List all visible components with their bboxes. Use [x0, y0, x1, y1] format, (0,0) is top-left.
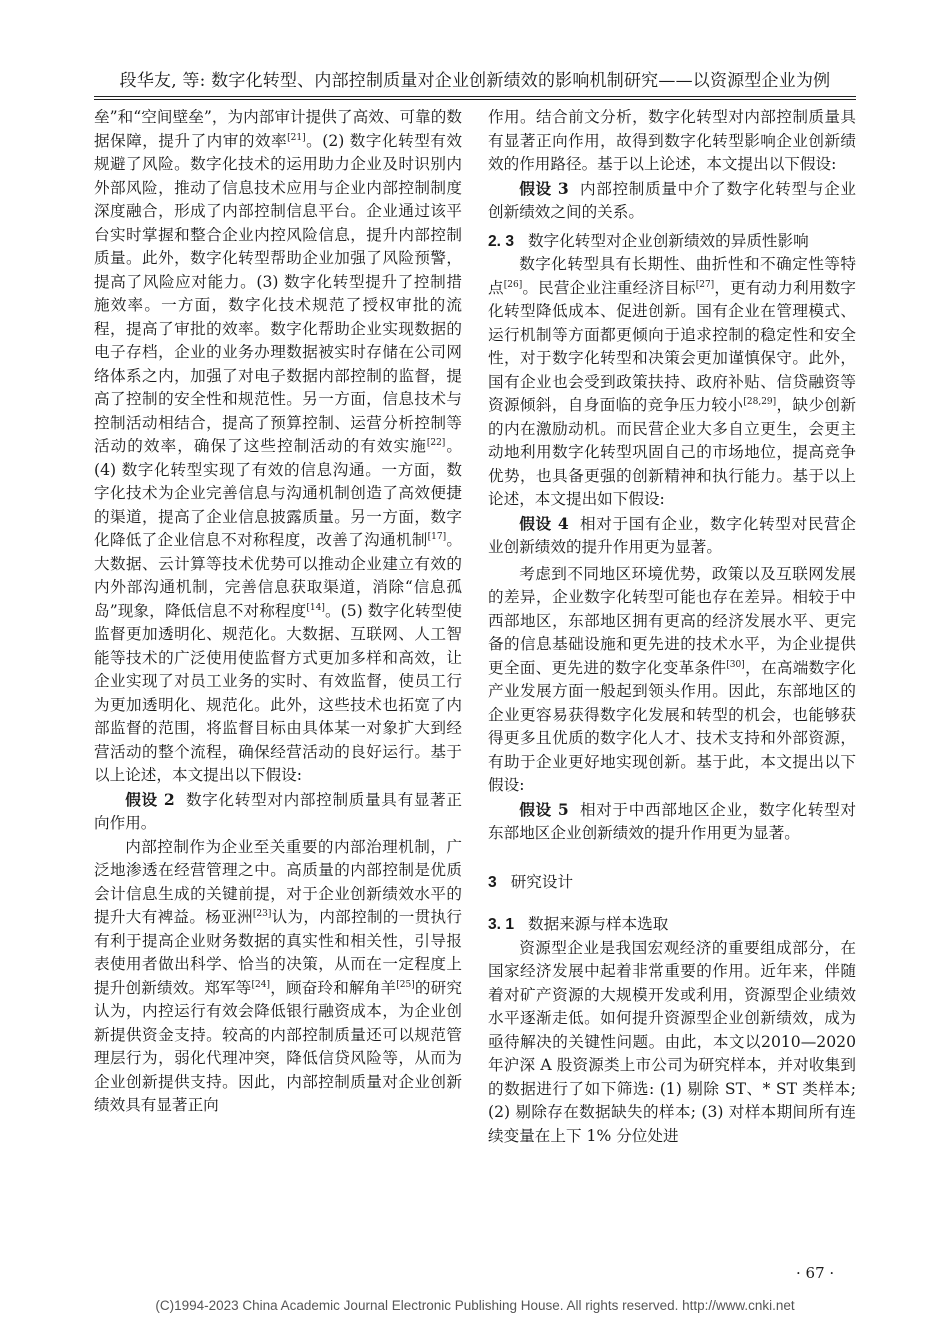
section-heading-2-3 — [488, 230, 856, 254]
hypothesis-5 — [488, 798, 856, 846]
right-column — [488, 106, 856, 1148]
section-number: 3 — [488, 873, 497, 891]
hypothesis-label: 假设 5 — [519, 799, 569, 819]
section-title: 数据来源与样本选取 — [528, 915, 669, 933]
citation-ref: [27] — [695, 279, 715, 290]
citation-ref: [28,29] — [743, 396, 777, 407]
left-column — [94, 106, 462, 1118]
body-paragraph: 数字化转型具有长期性、曲折性和不确定性等特点[26]。民营企业注重经济目标[27]，更有动力利用数字化转型降低成本、促进创新。国有企业在管理模式、运行机制等方面都更倾向于追求控制的稳定性和安全性，对于数字化转型和决策会更加谨慎保守。此外，国有企业也会受到政策扶持、政府补贴、信贷融资等资源倾斜，自身面临的竞争压力较小[28,29]，缺少创新的内在激励动机。而民营企业大多自立更生，会更主动地利用数字化转型巩固自己的市场地位，提高竞争优势，也具备更强的创新精神和执行能力。基于以上论述，本文提出如下假设: — [488, 255, 856, 508]
hypothesis-4 — [488, 512, 856, 560]
page-number: · 67 · — [796, 1264, 835, 1282]
citation-ref: [23] — [252, 908, 272, 919]
spacer — [488, 894, 856, 908]
header-rule — [94, 96, 856, 97]
hypothesis-label: 假设 4 — [519, 513, 569, 533]
hypothesis-2 — [94, 788, 462, 836]
citation-ref: [24] — [251, 979, 271, 990]
header-rule-thin — [94, 99, 856, 100]
hypothesis-text: 相对于中西部地区企业，数字化转型对东部地区企业创新绩效的提升作用更为显著。 — [488, 800, 856, 842]
body-paragraph: 资源型企业是我国宏观经济的重要组成部分，在国家经济发展中起着非常重要的作用。近年来，伴随着对矿产资源的大规模开发或利用，资源型企业绩效水平逐渐走低。如何提升资源型企业创新绩效，成为亟待解决的关键性问题。由此，本文以2010—2020 年沪深 A 股资源类上市公司为研究样本，并对收集到的数据进行了如下筛选: (1) 剔除 ST、* ST 类样本; (2) 剔除存在数据缺失的样本; (3) 对样本期间所有连续变量在上下 1% 分位处进 — [488, 938, 856, 1145]
citation-ref: [30] — [726, 659, 745, 670]
body-paragraph: 考虑到不同地区环境优势，政策以及互联网发展的差异，企业数字化转型可能也存在差异。相较于中西部地区，东部地区拥有更高的经济发展水平、更完备的信息基础设施和更先进的技术水平，为企业提供更全面、更先进的数字化变革条件[30]，在高端数字化产业发展方面一般起到领头作用。因此，东部地区的企业更容易获得数字化发展和转型的机会，也能够获得更多且优质的数字化人才、技术支持和外部资源，有助于企业更好地实现创新。基于此，本文提出以下假设: — [488, 564, 856, 794]
hypothesis-3 — [488, 177, 856, 225]
body-paragraph: 内部控制作为企业至关重要的内部治理机制，广泛地渗透在经营管理之中。高质量的内部控制是优质会计信息生成的关键前提，对于企业创新绩效水平的提升大有裨益。杨亚洲[23]认为，内部控制的一贯执行有利于提高企业财务数据的真实性和相关性，引导报表使用者做出科学、恰当的决策，从而在一定程度上提升创新绩效。郑军等[24]，顾奋玲和解角羊[25]的研究认为，内控运行有效会降低银行融资成本，为企业创新提供资金支持。较高的内部控制质量还可以规范管理层行为，弱化代理冲突，降低信贷风险等，从而为企业创新提供支持。因此，内部控制质量对企业创新绩效具有显著正向 — [94, 837, 462, 1114]
copyright-footer: (C)1994-2023 China Academic Journal Electronic Publishing House. All rights reserved. http://www.cnki.net — [155, 1298, 795, 1313]
citation-ref: [17] — [427, 531, 447, 542]
citation-ref: [21] — [287, 132, 306, 143]
section-title: 研究设计 — [510, 872, 574, 891]
body-paragraph: 垒”和“空间壁垒”，为内部审计提供了高效、可靠的数据保障，提升了内审的效率[21]。(2) 数字化转型有效规避了风险。数字化技术的运用助力企业及时识别内外部风险，推动了信息技术应用与企业内部控制制度深度融合，形成了内部控制信息平台。企业通过该平台实时掌握和整合企业内控风险信息，提升内部控制质量。此外，数字化转型帮助企业加强了风险预警，提高了风险应对能力。(3) 数字化转型提升了控制措施效率。一方面，数字化技术规范了授权审批的流程，提高了审批的效率。数字化帮助企业实现数据的电子存档，企业的业务办理数据被实时存储在公司网络体系之内，加强了对电子数据内部控制的监督，提高了控制的安全性和规范性。另一方面，信息技术与控制活动相结合，提高了预算控制、运营分析控制等活动的效率，确保了这些控制活动的有效实施[22]。(4) 数字化转型实现了有效的信息沟通。一方面，数字化技术为企业完善信息与沟通机制创造了高效便捷的渠道，提高了企业信息披露质量。另一方面，数字化降低了企业信息不对称程度，改善了沟通机制[17]。大数据、云计算等技术优势可以推动企业建立有效的内外部沟通机制，完善信息获取渠道，消除“信息孤岛”现象，降低信息不对称程度[14]。(5) 数字化转型使监督更加透明化、规范化。大数据、互联网、人工智能等技术的广泛使用使监督方式更加多样和高效，让企业实现了对员工业务的实时、有效监督，使员工行为更加透明化、规范化。此外，这些技术也拓宽了内部监督的范围，将监督目标由具体某一对象扩大到经营活动的整个流程，确保经营活动的良好运行。基于以上论述，本文提出以下假设: — [94, 108, 462, 784]
hypothesis-label: 假设 3 — [519, 178, 569, 198]
running-header: 段华友, 等: 数字化转型、内部控制质量对企业创新绩效的影响机制研究——以资源型企业为例 — [119, 71, 831, 91]
citation-ref: [14] — [306, 602, 325, 613]
section-number: 2. 3 — [488, 232, 515, 250]
section-number: 3. 1 — [488, 916, 515, 933]
hypothesis-text: 内部控制质量中介了数字化转型与企业创新绩效之间的关系。 — [488, 179, 856, 221]
section-title: 数字化转型对企业创新绩效的异质性影响 — [528, 231, 809, 250]
section-heading-3-1 — [488, 913, 856, 937]
spacer — [488, 846, 856, 866]
hypothesis-text: 数字化转型对内部控制质量具有显著正向作用。 — [94, 790, 462, 832]
body-paragraph: 作用。结合前文分析，数字化转型对内部控制质量具有显著正向作用，故得到数字化转型影响企业创新绩效的作用路径。基于以上论述，本文提出以下假设: — [488, 108, 856, 173]
citation-ref: [26] — [503, 279, 523, 290]
hypothesis-label: 假设 2 — [125, 789, 175, 809]
section-heading-3 — [488, 871, 856, 895]
hypothesis-text: 相对于国有企业，数字化转型对民营企业创新绩效的提升作用更为显著。 — [488, 514, 856, 556]
citation-ref: [25] — [396, 979, 415, 990]
citation-ref: [22] — [426, 437, 446, 448]
